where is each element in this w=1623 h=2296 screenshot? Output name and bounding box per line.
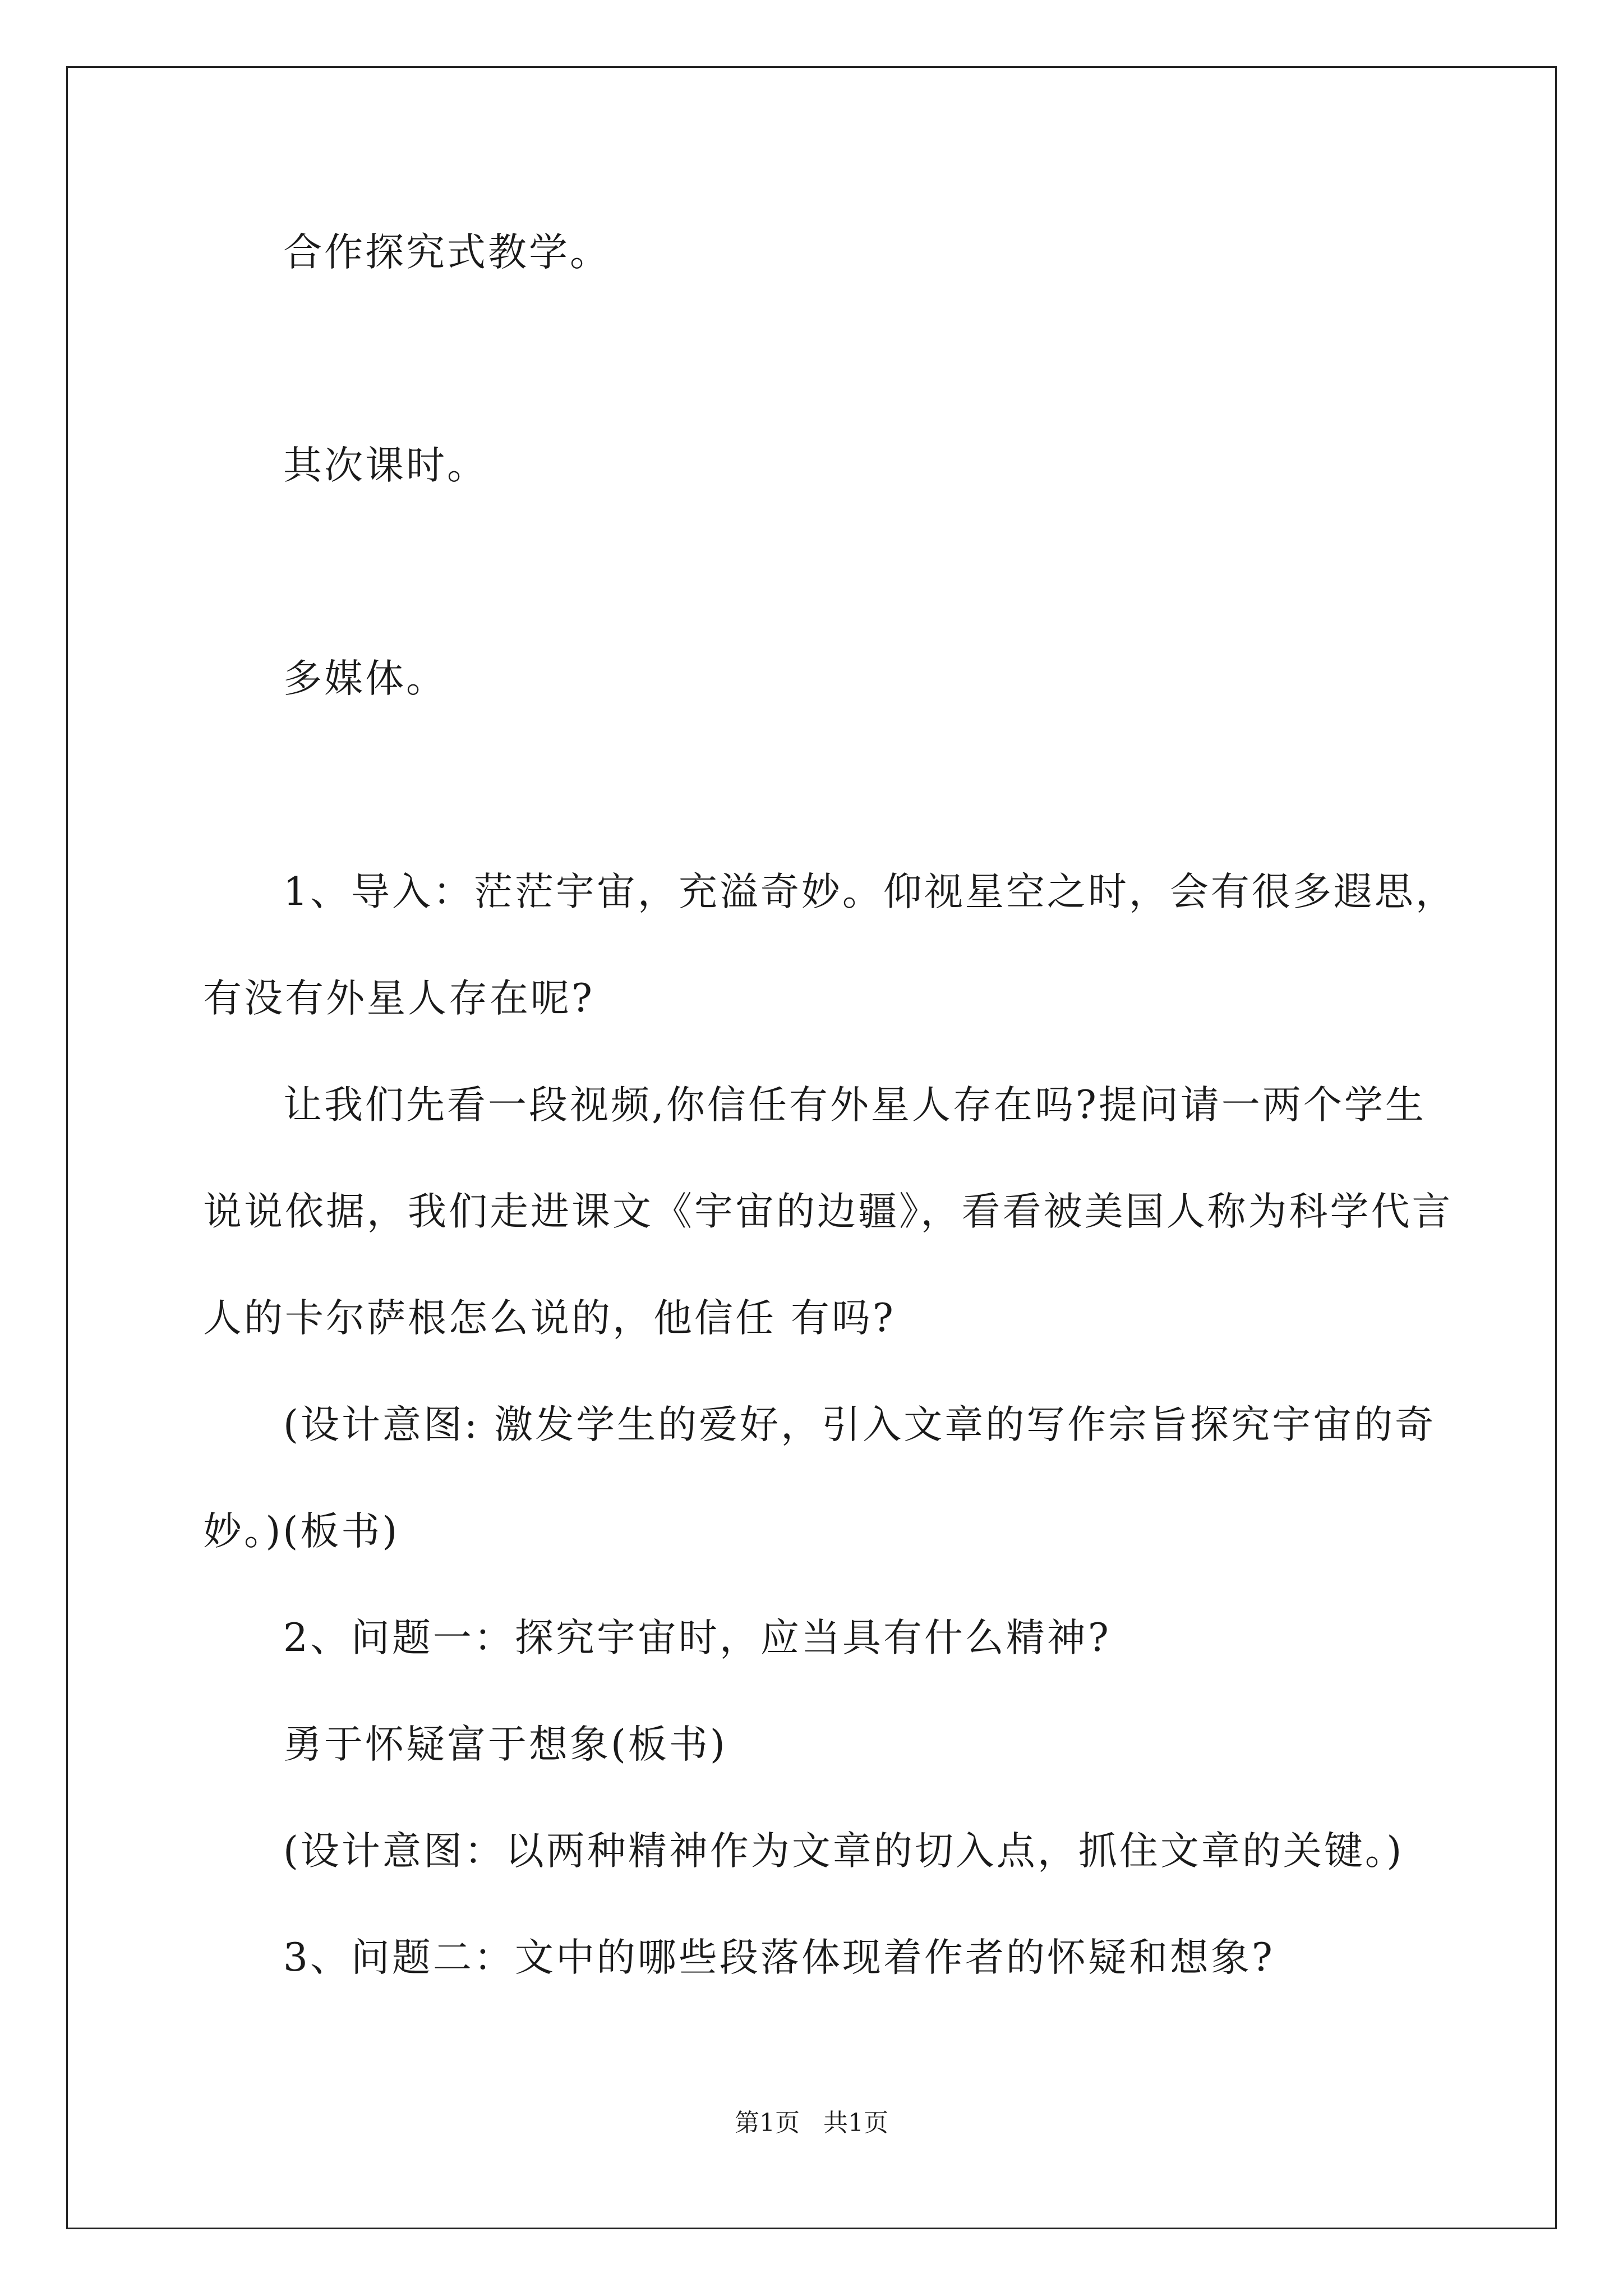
text-line-6: 让我们先看一段视频,你信任有外星人存在吗?提问请一两个学生 bbox=[283, 1083, 1426, 1128]
text-line-3: 多媒体。 bbox=[283, 656, 447, 701]
text-line-13: (设计意图：以两种精神作为文章的切入点，抓住文章的关键。) bbox=[283, 1829, 1404, 1874]
text-line-10: 妙。)(板书) bbox=[203, 1509, 400, 1554]
text-line-2: 其次课时。 bbox=[283, 443, 488, 488]
text-line-11: 2、问题一：探究宇宙时，应当具有什么精神? bbox=[283, 1616, 1111, 1660]
text-line-1: 合作探究式教学。 bbox=[283, 230, 611, 275]
page-footer: 第1页 共1页 bbox=[735, 2109, 888, 2137]
text-line-8: 人的卡尔萨根怎么说的，他信任 有吗? bbox=[203, 1296, 896, 1341]
text-line-7: 说说依据，我们走进课文《宇宙的边疆》，看看被美国人称为科学代言 bbox=[203, 1189, 1453, 1234]
text-line-12: 勇于怀疑富于想象(板书) bbox=[283, 1722, 727, 1767]
text-line-9: (设计意图: 激发学生的爱好，引入文章的写作宗旨探究宇宙的奇 bbox=[283, 1402, 1436, 1447]
text-line-14: 3、问题二：文中的哪些段落体现着作者的怀疑和想象? bbox=[283, 1935, 1275, 1980]
text-line-5: 有没有外星人存在呢? bbox=[203, 976, 594, 1021]
page-border bbox=[66, 66, 1557, 2229]
text-line-4: 1、导入：茫茫宇宙，充溢奇妙。仰视星空之时，会有很多遐思， bbox=[283, 869, 1456, 914]
